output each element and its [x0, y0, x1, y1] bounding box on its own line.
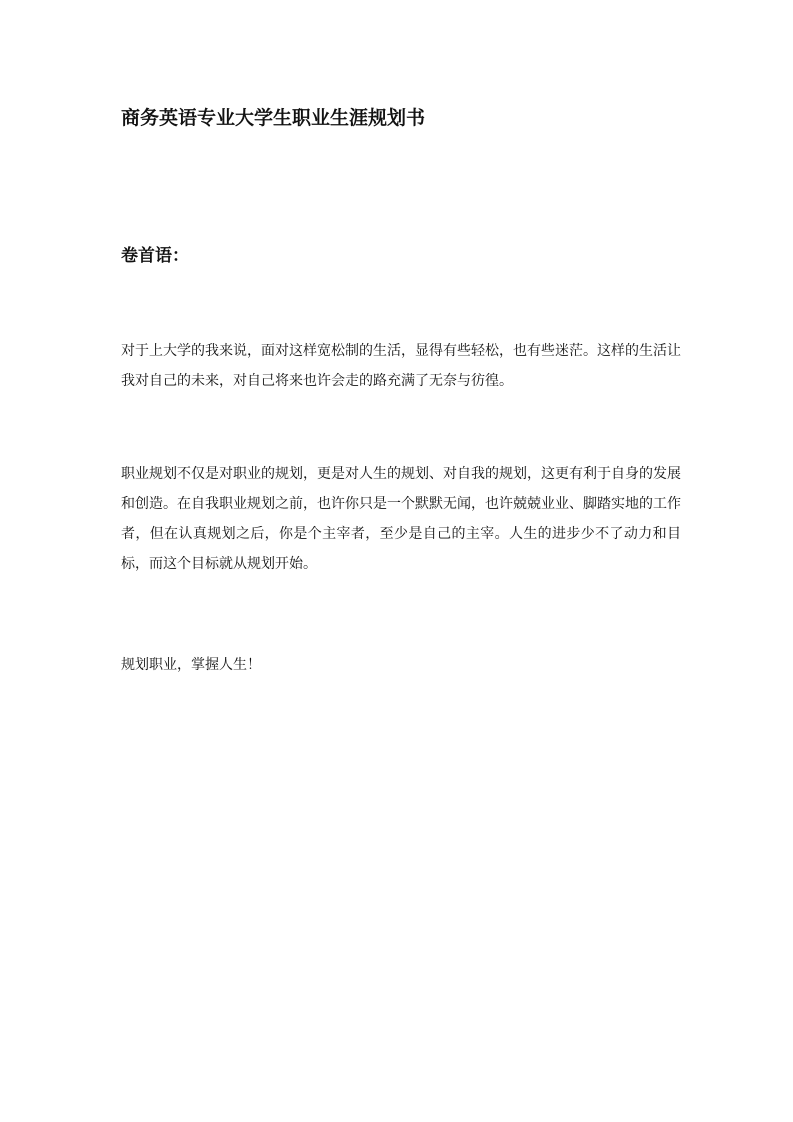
- document-title: 商务英语专业大学生职业生涯规划书: [121, 107, 426, 129]
- preface-heading: 卷首语：: [121, 246, 189, 266]
- paragraph-career-planning: 职业规划不仅是对职业的规划，更是对人生的规划、对自我的规划，这更有利于自身的发展和创造。在自我职业规划之前，也许你只是一个默默无闻，也许兢兢业业、脚踏实地的工作者，但在认真规划之后，你是个主宰者，至少是自己的主宰。人生的进步少不了动力和目标，而这个目标就从规划开始。: [121, 466, 681, 572]
- paragraph-slogan: 规划职业，掌握人生！: [121, 657, 261, 673]
- paragraph-intro: 对于上大学的我来说，面对这样宽松制的生活，显得有些轻松，也有些迷茫。这样的生活让我对自己的未来，对自己将来也许会走的路充满了无奈与彷徨。: [121, 343, 681, 389]
